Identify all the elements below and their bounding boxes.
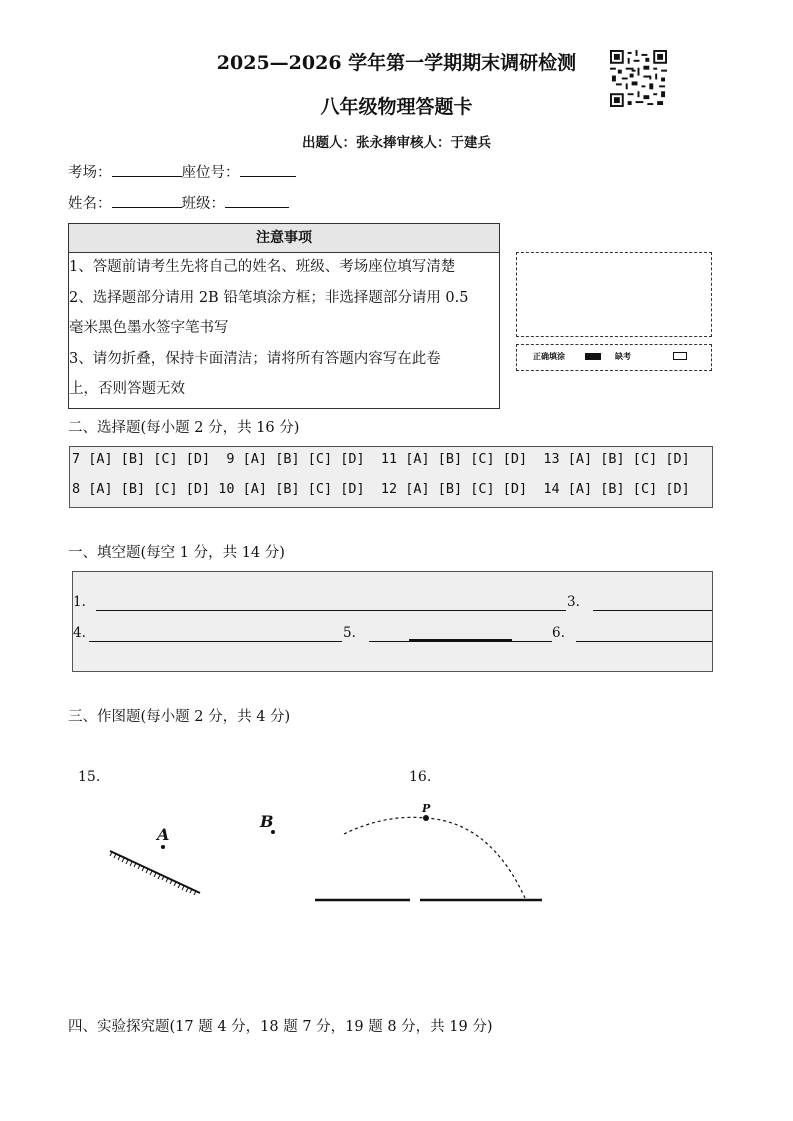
- notice-line: 2、选择题部分请用 2B 铅笔填涂方框；非选择题部分请用 0.5: [69, 290, 469, 306]
- experiment-section-title: 四、实验探究题(17 题 4 分，18 题 7 分，19 题 8 分，共 19 分): [68, 1019, 493, 1035]
- fill-section-title: 一、填空题(每空 1 分，共 14 分): [68, 545, 285, 561]
- answer-sheet-subtitle: 八年级物理答题卡: [320, 96, 473, 118]
- trajectory-figure: [310, 800, 550, 910]
- mirror-figure: [100, 805, 290, 900]
- point-p-label: P: [422, 802, 431, 815]
- fill-legend: [516, 344, 712, 371]
- notice-line: 1、答题前请考生先将自己的姓名、班级、考场座位填写清楚: [69, 259, 456, 275]
- fill-number: 3.: [567, 594, 580, 610]
- fill-number: 4.: [73, 625, 86, 641]
- notice-line: 3、请勿折叠，保持卡面清洁；请将所有答题内容写在此卷: [69, 351, 441, 367]
- exam-info-row-2: [68, 192, 289, 213]
- exam-title: 2025—2026 学年第一学期期末调研检测: [216, 52, 577, 74]
- fill-answer-line[interactable]: [593, 609, 712, 611]
- absent-checkbox[interactable]: [673, 352, 687, 360]
- question-15-number: 15.: [78, 769, 101, 785]
- fill-answer-line-bold: [409, 638, 512, 641]
- choice-row[interactable]: 8 [A] [B] [C] [D] 10 [A] [B] [C] [D] 12 [A] [B] [C] [D] 14 [A] [B] [C] [D]: [72, 481, 690, 497]
- fill-number: 6.: [552, 625, 565, 641]
- notice-box: [68, 223, 500, 409]
- correct-fill-label: 正确填涂: [533, 352, 565, 361]
- notice-line: 毫米黑色墨水签字笔书写: [69, 320, 229, 336]
- point-p-dot: [423, 815, 429, 821]
- point-a-label: A: [157, 825, 170, 844]
- choice-section-title: 二、选择题(每小题 2 分，共 16 分): [68, 420, 300, 436]
- name-field[interactable]: [112, 193, 182, 208]
- question-16-number: 16.: [409, 769, 432, 785]
- class-label: 班级：: [181, 196, 225, 212]
- seat-field[interactable]: [240, 162, 296, 177]
- plane-mirror-line: [110, 851, 200, 893]
- exam-room-label: 考场：: [68, 165, 112, 181]
- point-a-dot: [161, 845, 165, 849]
- trajectory-dashed-curve: [344, 817, 525, 898]
- class-field[interactable]: [225, 193, 289, 208]
- fill-answer-line[interactable]: [89, 640, 342, 642]
- fill-answer-box: [72, 571, 713, 672]
- filled-mark-icon: [585, 353, 601, 360]
- draw-section-title: 三、作图题(每小题 2 分，共 4 分): [68, 709, 291, 725]
- fill-answer-line[interactable]: [96, 609, 566, 611]
- exam-room-field[interactable]: [112, 162, 182, 177]
- name-label: 姓名：: [68, 196, 112, 212]
- fill-number: 1.: [73, 594, 86, 610]
- barcode-area: [516, 252, 712, 337]
- seat-label: 座位号：: [181, 165, 240, 181]
- qr-code-icon: [610, 50, 667, 107]
- choice-answer-grid: [69, 446, 713, 508]
- point-b-label: B: [260, 812, 274, 831]
- choice-row[interactable]: 7 [A] [B] [C] [D] 9 [A] [B] [C] [D] 11 [A] [B] [C] [D] 13 [A] [B] [C] [D]: [72, 451, 690, 467]
- notice-line: 上，否则答题无效: [69, 381, 185, 397]
- notice-heading: 注意事项: [69, 224, 499, 253]
- fill-number: 5.: [343, 625, 356, 641]
- mirror-hatching: [110, 852, 196, 895]
- authors-line: 出题人：张永捧审核人：于建兵: [302, 135, 491, 151]
- absent-label: 缺考: [615, 352, 631, 361]
- fill-answer-line[interactable]: [576, 640, 712, 642]
- exam-info-row-1: [68, 161, 296, 182]
